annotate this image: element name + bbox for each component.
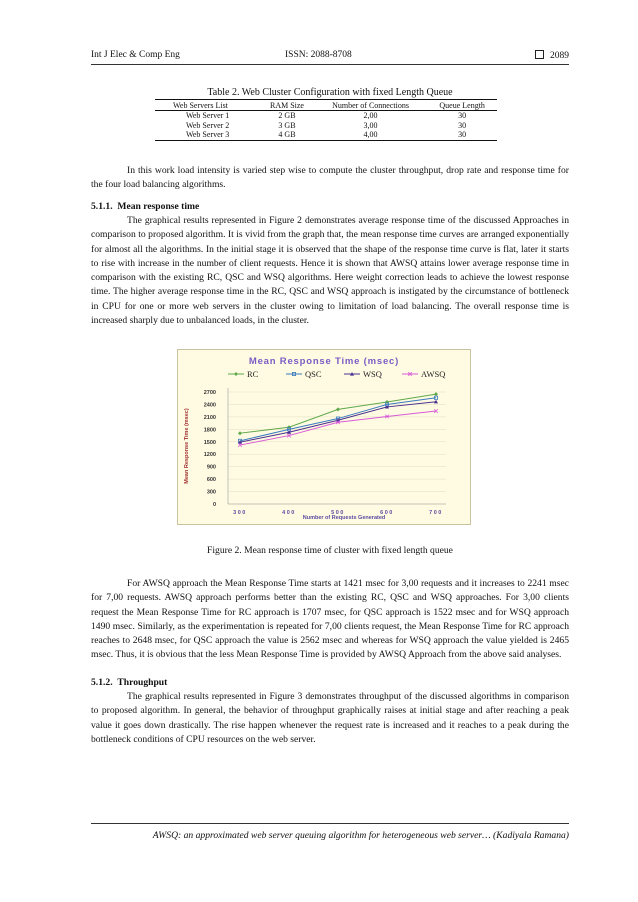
x-tick-label: 500	[331, 510, 345, 516]
throughput-paragraph: The graphical results represented in Figure 3 demonstrates throughput of the discussed algorithms in comparison to proposed algorithm. In general, the behavior of throughput graphically raises at initial stage and after reaching a peak value it goes down drastically. The rise happen whenever the request rate is increased and it reaches to a peak during the bottleneck conditions of CPU resources on the web server.	[91, 691, 569, 745]
y-tick-label: 0	[212, 502, 216, 508]
y-tick-label: 600	[206, 477, 216, 484]
y-tick-label: 1200	[203, 452, 216, 459]
y-axis-label: Mean Response Time (msec)	[184, 408, 190, 484]
legend-label: WSQ	[363, 369, 382, 379]
y-tick-label: 2100	[203, 414, 216, 421]
table-cell: 3,00	[363, 120, 378, 130]
table-caption: Table 2. Web Cluster Configuration with fixed Length Queue	[207, 87, 453, 98]
x-tick-label: 600	[380, 510, 394, 516]
table-header-cell: Web Servers List	[155, 100, 260, 111]
x-tick-label: 700	[429, 510, 443, 516]
section-title: Throughput	[117, 677, 168, 688]
config-table	[155, 99, 497, 141]
table-row	[155, 121, 497, 131]
page-number-block	[519, 50, 569, 61]
data-point	[434, 392, 438, 396]
table-header-cell: Queue Length	[427, 100, 497, 111]
x-tick-label: 300	[233, 510, 247, 516]
legend-label: RC	[247, 369, 259, 379]
y-tick-label: 300	[206, 489, 216, 496]
section-heading-throughput	[91, 677, 167, 688]
table-cell: 30	[458, 120, 467, 130]
x-tick-label: 400	[282, 510, 296, 516]
table-cell: 4,00	[314, 130, 428, 140]
section-number: 5.1.2.	[91, 677, 113, 688]
table-cell: 30	[427, 130, 497, 140]
footer-rule	[91, 823, 569, 824]
awsq-result-paragraph: For AWSQ approach the Mean Response Time starts at 1421 msec for 3,00 requests and it increases to 2241 msec for 7,00 requests. AWSQ approach performs better than the existing RC, QSC and WSQ approaches. For 3,00 clients request the Mean Response Time for RC approach is 1707 msec, for QSC approach is 1522 msec and for WSQ approach 1490 msec. Similarly, as the experimentation is repeated for 7,00 clients request, the Mean Response Time for RC approach reaches to 2648 msec, for QSC approach the value is 2562 msec and whereas for WSQ approach the value yielded is 2465 msec. Thus, it is obvious that the less Mean Response Time is provided by AWSQ Approach from the above said analyses.	[91, 578, 569, 661]
header-rule	[91, 64, 569, 65]
table-cell: Web Server 2	[185, 120, 230, 130]
table-cell: 30	[458, 111, 467, 121]
checkbox-icon	[535, 50, 544, 59]
section-heading-mean-response	[91, 201, 199, 212]
table-cell: 2 GB	[278, 111, 296, 121]
footer-citation: AWSQ: an approximated web server queuing algorithm for heterogeneous web server… (Kadiyala Ramana)	[152, 830, 569, 841]
chart-svg	[178, 350, 470, 524]
series-line-rc	[240, 394, 436, 433]
table-cell: Web Server 1	[185, 111, 230, 121]
figure-chart	[177, 349, 471, 525]
table-header-cell: RAM Size	[260, 100, 313, 111]
table-row	[155, 130, 497, 140]
series-line-awsq	[240, 411, 436, 445]
data-point	[238, 431, 242, 435]
data-point	[336, 407, 340, 411]
y-tick-label: 1800	[203, 427, 216, 434]
legend-label: AWSQ	[421, 369, 446, 379]
x-axis-label: Number of Requests Generated	[302, 515, 386, 521]
y-tick-label: 2400	[203, 402, 216, 409]
data-point	[234, 372, 238, 376]
y-tick-label: 900	[206, 464, 216, 471]
section-title: Mean response time	[117, 201, 200, 212]
table-cell: Web Server 3	[155, 130, 260, 140]
mean-response-paragraph: The graphical results represented in Figure 2 demonstrates average response time of the discussed Approaches in comparison to proposed algorithm. It is vivid from the graph that, the mean response time curves are arranged exponentially for almost all the algorithms. In the initial stage it is observed that the shape of the response time curve is flat, later it starts to rise with increase in the number of client requests. Hence it is shown that AWSQ attains lower average response time in comparison with the existing RC, QSC and WSQ algorithms. Here weight correction leads to achieve the lowest response time. The higher average response time in the RC, QSC and WSQ approach is instigated by the circumstance of bottleneck in CPU for one or more web servers in the cluster owing to limitation of load balancing. The overall response time is increased sharply due to unbalanced loads, in the cluster.	[91, 215, 569, 327]
journal-name: Int J Elec & Comp Eng	[91, 50, 180, 60]
table-cell: 4 GB	[260, 130, 313, 140]
section-number: 5.1.1.	[91, 201, 113, 212]
table-row	[155, 111, 497, 121]
intro-paragraph: In this work load intensity is varied step wise to compute the cluster throughput, drop rate and response time for the four load balancing algorithms.	[91, 165, 569, 191]
table-header-row	[155, 100, 497, 111]
y-tick-label: 2700	[203, 390, 216, 396]
table-cell: 2,00	[363, 111, 378, 121]
issn: ISSN: 2088-8708	[285, 50, 352, 60]
figure-caption: Figure 2. Mean response time of cluster with fixed length queue	[207, 545, 453, 556]
chart-title: Mean Response Time (msec)	[248, 356, 400, 367]
table-header-cell: Number of Connections	[314, 100, 428, 111]
page-number: 2089	[550, 51, 569, 61]
y-tick-label: 1500	[203, 439, 216, 446]
legend-label: QSC	[305, 369, 322, 379]
table-cell: 3 GB	[278, 120, 296, 130]
